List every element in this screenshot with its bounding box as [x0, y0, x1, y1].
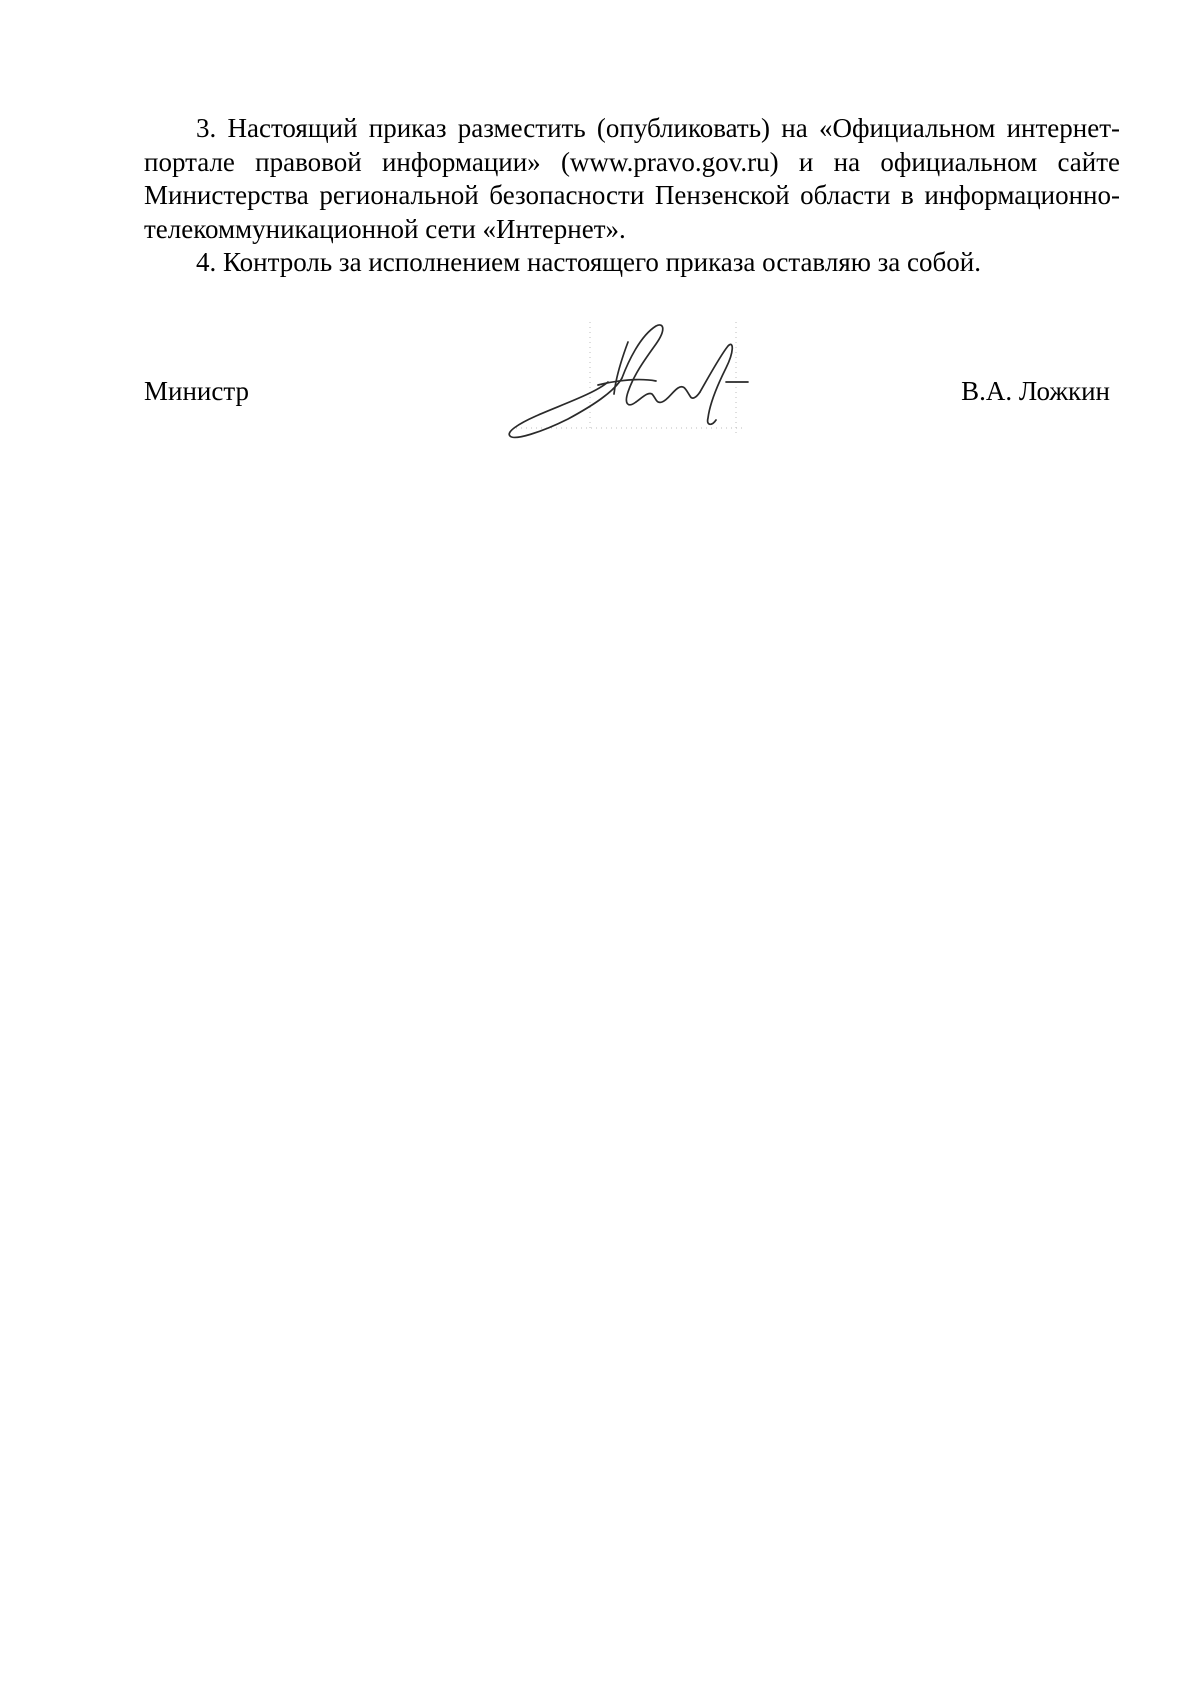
handwritten-signature: [496, 322, 756, 452]
signatory-name: В.А. Ложкин: [961, 376, 1110, 406]
document-body: [144, 112, 1120, 280]
paragraph-3: 3. Настоящий приказ разместить (опубликовать) на «Официальном интернет-портале правовой информации» (www.pravo.gov.ru) и на официальном сайте Министерства региональной безопасности Пензенской области в информационно-телекоммуникационной сети «Интернет».: [144, 113, 1120, 244]
paragraph-4: 4. Контроль за исполнением настоящего приказа оставляю за собой.: [196, 247, 981, 277]
signature-block: [144, 322, 1120, 452]
signatory-position: Министр: [144, 376, 249, 406]
